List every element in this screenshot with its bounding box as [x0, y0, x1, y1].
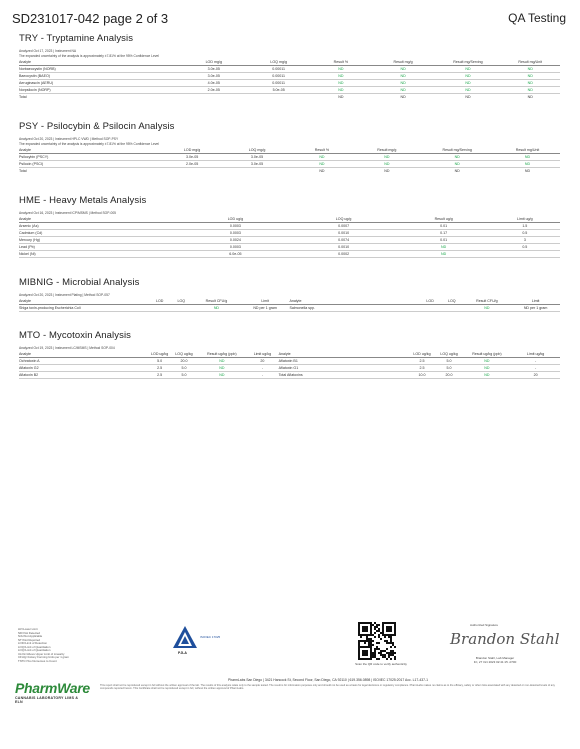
table-cell: Aflatoxin G1 — [279, 365, 409, 372]
disclaimer: This report shall not be reproduced except in full without the written approval of the lab. The results of this analysis relate only to the sample tested. The result is for information purposes only and should not be used as a basis for legal decisions or regulatory compliance. PharmLabs makes no claims as to the efficacy, safety or other risks associated with any detected or non-detected levels of any compounds reported herein. This Certificate shall not be reproduced except in full, without the written approval of PharmLabs. — [100, 684, 555, 691]
table-cell: Aflatoxin B1 — [279, 358, 409, 365]
table-cell: - — [246, 365, 278, 372]
page-header — [12, 11, 566, 27]
pjla-label: PJLA — [178, 651, 187, 655]
table-row — [19, 154, 560, 161]
table-cell: ND — [436, 66, 501, 73]
analysis-meta: Analyzed Oct 17, 2023 | Instrument NA — [19, 49, 77, 53]
table-cell: 0.0002 — [289, 251, 397, 258]
table-cell: ND — [398, 244, 490, 251]
table-cell: ND — [384, 169, 390, 173]
table-cell: Aflatoxin B2 — [19, 372, 149, 379]
column-header: Result mg/Unit — [495, 147, 560, 154]
table-cell: ND — [436, 73, 501, 80]
column-header: Analyte — [19, 351, 149, 358]
table-row — [19, 305, 560, 312]
table-cell: ND — [436, 80, 501, 87]
table-cell: 3.0e-05 — [225, 154, 290, 161]
section-microbial — [19, 277, 560, 312]
svg-text:ISO/IEC 17025: ISO/IEC 17025 — [200, 635, 220, 639]
section-title: PSY - Psilocybin & Psilocin Analysis — [19, 121, 175, 132]
table-row — [19, 358, 560, 365]
table-cell: Total — [19, 169, 27, 173]
table-cell: ND — [463, 372, 512, 379]
logo-subtitle: CANNABIS LABORATORY LIMS & ELN — [15, 696, 79, 704]
section-title: MIBNIG - Microbial Analysis — [19, 277, 140, 288]
table-cell: - — [246, 372, 278, 379]
qr-caption: Scan the QR code to verify authenticity — [355, 662, 407, 666]
column-header: LOQ ug/kg — [170, 351, 197, 358]
table-cell: 0.00011 — [246, 80, 311, 87]
table-cell: ND — [319, 169, 325, 173]
table-cell: 4.0e-05 — [181, 80, 246, 87]
table-cell: Total — [19, 95, 27, 99]
table-cell: 2.0e-05 — [160, 161, 225, 168]
column-header: Result mg/Unit — [500, 59, 560, 66]
lab-address: PharmLabs San Diego | 3421 Hancock St, Second Floor, San Diego, CA 92110 | 619.356.0898 | ISO/IEC 17025:2017 Acc. L17-437-1 — [227, 678, 429, 682]
section-title: TRY - Tryptamine Analysis — [19, 33, 134, 44]
table-cell: 0.0010 — [289, 244, 397, 251]
table-cell: ND — [436, 87, 501, 94]
table-cell: 0.0003 — [181, 223, 289, 230]
table-cell: 3.0e-05 — [160, 154, 225, 161]
table-cell: ND — [311, 80, 371, 87]
column-header: Analyte — [19, 216, 181, 223]
table-cell: Nickel (Ni) — [19, 251, 181, 258]
column-header: Result mg/Serving — [419, 147, 495, 154]
table-cell: 2.5 — [408, 358, 435, 365]
column-header: LOD mg/g — [181, 59, 246, 66]
table-row — [19, 365, 560, 372]
report-id: SD231017-042 page 2 of 3 — [12, 11, 169, 26]
table-cell: 0.5 — [490, 230, 560, 237]
column-header: Result CFU/g — [192, 298, 241, 305]
table-cell: ND — [338, 95, 344, 99]
section-tryptamine — [19, 33, 560, 100]
column-header: Limit — [511, 298, 560, 305]
analysis-meta: Analyzed Oct 19, 2023 | Instrument LC/MSMS | Method SOP-004 — [19, 346, 115, 350]
table-row — [19, 80, 560, 87]
column-header: LOQ ug/kg — [436, 351, 463, 358]
column-header: LOD ug/kg — [149, 351, 171, 358]
table-cell: 3.0e-05 — [181, 73, 246, 80]
column-header: Limit — [241, 298, 290, 305]
table-cell — [149, 305, 171, 312]
table-row — [19, 66, 560, 73]
column-header: Analyte — [279, 351, 409, 358]
table-cell: 1.5 — [490, 223, 560, 230]
column-header: LOD — [149, 298, 171, 305]
column-header: Result ug/kg (ppb) — [463, 351, 512, 358]
table-cell — [246, 94, 311, 101]
table-cell: ND — [198, 358, 247, 365]
table-cell: Norbaeocystin (NORB) — [19, 66, 181, 73]
analysis-meta: Analyzed Oct 20, 2023 | Instrument Plating | Method SOP-057 — [19, 293, 110, 297]
table-cell: - — [511, 358, 560, 365]
table-cell: ND — [400, 95, 406, 99]
mycotoxin-table — [19, 351, 560, 379]
table-cell: 3.0e-05 — [181, 66, 246, 73]
table-cell: 0.00011 — [246, 66, 311, 73]
uncertainty-note: The expanded uncertainty of the analysis is approximately ±7.81% at the 95% Confidence Level — [19, 142, 159, 146]
column-header: Analyte — [289, 298, 419, 305]
table-cell: Total Aflatoxins — [279, 372, 409, 379]
table-cell: 2.5 — [149, 372, 171, 379]
table-cell: ND — [192, 305, 241, 312]
table-cell: ND — [495, 161, 560, 168]
table-cell: ND — [454, 169, 460, 173]
table-row — [19, 244, 560, 251]
footer — [0, 620, 580, 730]
column-header: Result % — [311, 59, 371, 66]
column-header: Result mg/g — [371, 59, 436, 66]
table-cell: 2.0e-05 — [181, 87, 246, 94]
table-cell: ND — [311, 66, 371, 73]
column-header: Limit ug/kg — [246, 351, 278, 358]
table-cell: 0.5 — [490, 244, 560, 251]
qr-code[interactable] — [358, 622, 396, 660]
table-cell: ND — [311, 73, 371, 80]
analysis-meta: Analyzed Oct 20, 2023 | Instrument HPLC VWD | Method SOP-PSY — [19, 137, 119, 141]
table-cell: 0.00011 — [246, 73, 311, 80]
table-row — [19, 230, 560, 237]
table-cell: ND — [354, 161, 419, 168]
table-cell — [441, 305, 463, 312]
table-cell: ND — [463, 365, 512, 372]
table-cell — [170, 305, 192, 312]
table-row — [19, 73, 560, 80]
table-cell — [225, 168, 290, 175]
table-cell: ND — [524, 169, 531, 173]
psilocybin-table — [19, 147, 560, 174]
table-cell: Norpsilocin (NORP) — [19, 87, 181, 94]
column-header: LOD mg/g — [160, 147, 225, 154]
table-cell: 20.0 — [170, 358, 197, 365]
table-cell: Mercury (Hg) — [19, 237, 181, 244]
uncertainty-note: The expanded uncertainty of the analysis is approximately ±7.81% at the 95% Confidence Level — [19, 54, 159, 58]
table-cell: 2.5 — [408, 365, 435, 372]
column-header: LOQ mg/g — [246, 59, 311, 66]
table-cell: - — [511, 365, 560, 372]
table-cell: 0.0024 — [181, 237, 289, 244]
column-header: Result mg/Serving — [436, 59, 501, 66]
table-row — [19, 161, 560, 168]
table-cell: ND — [371, 73, 436, 80]
table-cell: Aeruginascin (AERU) — [19, 80, 181, 87]
table-cell: 5.0 — [149, 358, 171, 365]
column-header: Result ug/g — [398, 216, 490, 223]
column-header: LOQ mg/g — [225, 147, 290, 154]
pjla-accreditation-logo — [170, 622, 220, 662]
table-cell: Shiga toxin-producing Escherichia Coli — [19, 305, 149, 312]
table-cell: 6.0e-05 — [181, 251, 289, 258]
table-cell: 20.0 — [436, 372, 463, 379]
table-cell: 5.0e-05 — [246, 87, 311, 94]
table-cell: 0.01 — [398, 223, 490, 230]
table-cell: ND — [465, 95, 471, 99]
table-cell: 0.01 — [398, 237, 490, 244]
table-cell: ND — [419, 154, 495, 161]
column-header: Result ug/kg (ppb) — [198, 351, 247, 358]
table-cell: ND — [354, 154, 419, 161]
table-cell — [419, 305, 441, 312]
tryptamine-table — [19, 59, 560, 100]
column-header: Result % — [289, 147, 354, 154]
table-cell: 20 — [511, 372, 560, 379]
table-cell: 2.5 — [149, 365, 171, 372]
table-cell: ND — [463, 305, 512, 312]
microbial-table — [19, 298, 560, 312]
table-cell: ND — [419, 161, 495, 168]
table-cell: 0.0003 — [181, 244, 289, 251]
table-cell: ND per 1 gram — [241, 305, 290, 312]
table-cell: ND — [398, 251, 490, 258]
column-header: Limit ug/g — [490, 216, 560, 223]
abbreviation-legend: LR=Lower Limit ND=Not Detected N/A=Not Applicable NT=Not Reported LOD=Limit of Detection LOQ=Limit of Quantitation LOQ=Limit of Quantitation ULOL=Above Upper Limit of Linearity CFU/g=Colony Forming Units per 1 gram TNTC=Too Numerous to Count — [18, 627, 69, 663]
table-cell: 0.0010 — [289, 230, 397, 237]
column-header: LOQ — [170, 298, 192, 305]
table-cell: Aflatoxin G2 — [19, 365, 149, 372]
table-cell: 0.0007 — [289, 223, 397, 230]
heavy-metals-table — [19, 216, 560, 258]
table-cell: ND — [289, 154, 354, 161]
table-cell: 3 — [490, 237, 560, 244]
table-cell: 5.0 — [436, 358, 463, 365]
table-row — [19, 372, 560, 379]
signature-caption — [450, 656, 540, 664]
table-cell: ND — [463, 358, 512, 365]
table-cell: ND — [198, 372, 247, 379]
column-header: Analyte — [19, 147, 160, 154]
signer-name: Brandon Stahl, Lab Manager — [475, 656, 515, 660]
logo-wordmark: PharmWare — [15, 680, 90, 696]
table-cell: 5.0 — [170, 365, 197, 372]
section-psilocybin — [19, 121, 560, 174]
pharmware-logo — [15, 680, 90, 704]
column-header: LOQ ug/g — [289, 216, 397, 223]
table-cell: Lead (Pb) — [19, 244, 181, 251]
section-title: MTO - Mycotoxin Analysis — [19, 330, 132, 341]
table-cell: Salmonella spp. — [289, 305, 419, 312]
table-cell: ND — [500, 66, 560, 73]
table-cell: Psilocybin (PSCY) — [19, 154, 160, 161]
table-cell: ND — [371, 66, 436, 73]
table-cell: 0.17 — [398, 230, 490, 237]
table-row — [19, 168, 560, 175]
table-cell: ND — [527, 95, 533, 99]
table-cell: ND — [500, 80, 560, 87]
table-cell: 0.0074 — [289, 237, 397, 244]
table-cell: ND — [289, 161, 354, 168]
table-cell: Baeocystin (BAEO) — [19, 73, 181, 80]
table-cell: ND — [311, 87, 371, 94]
column-header: Analyte — [19, 59, 181, 66]
column-header: LOQ — [441, 298, 463, 305]
table-row — [19, 87, 560, 94]
column-header: Result CFU/g — [463, 298, 512, 305]
table-cell — [490, 251, 560, 258]
table-row — [19, 237, 560, 244]
table-cell: Cadmium (Cd) — [19, 230, 181, 237]
column-header: LOD ug/g — [181, 216, 289, 223]
table-cell: 20 — [246, 358, 278, 365]
table-row — [19, 251, 560, 258]
analysis-meta: Analyzed Oct 16, 2023 | Instrument ICP/MSMS | Method SOP-005 — [19, 211, 117, 215]
report-type: QA Testing — [508, 11, 566, 25]
table-cell: 5.0 — [170, 372, 197, 379]
table-cell: ND — [371, 80, 436, 87]
table-cell: Arsenic (As) — [19, 223, 181, 230]
table-cell: Psilocin (PSCI) — [19, 161, 160, 168]
section-title: HME - Heavy Metals Analysis — [19, 195, 147, 206]
table-cell: ND — [500, 87, 560, 94]
column-header: Limit ug/kg — [511, 351, 560, 358]
table-cell: Ochratoxin A — [19, 358, 149, 365]
column-header: Result mg/g — [354, 147, 419, 154]
table-cell: ND per 1 gram — [511, 305, 560, 312]
column-header: LOD — [419, 298, 441, 305]
table-cell: ND — [495, 154, 560, 161]
table-cell: 3.0e-05 — [225, 161, 290, 168]
table-cell: ND — [371, 87, 436, 94]
table-cell — [160, 168, 225, 175]
signature: Brandon Stahl — [450, 630, 560, 648]
table-cell: 5.0 — [436, 365, 463, 372]
table-cell: 10.0 — [408, 372, 435, 379]
table-cell: ND — [198, 365, 247, 372]
signature-title: Authorized Signature — [470, 623, 499, 627]
table-row — [19, 94, 560, 101]
column-header: Analyte — [19, 298, 149, 305]
table-cell: 0.0003 — [181, 230, 289, 237]
section-mycotoxin — [19, 330, 560, 379]
column-header: LOD ug/kg — [408, 351, 435, 358]
table-cell: ND — [500, 73, 560, 80]
table-row — [19, 223, 560, 230]
section-heavy-metals — [19, 195, 560, 258]
table-cell — [181, 94, 246, 101]
signature-date: Fri, 27 Oct 2023 02:41:15 -0700 — [473, 660, 517, 664]
